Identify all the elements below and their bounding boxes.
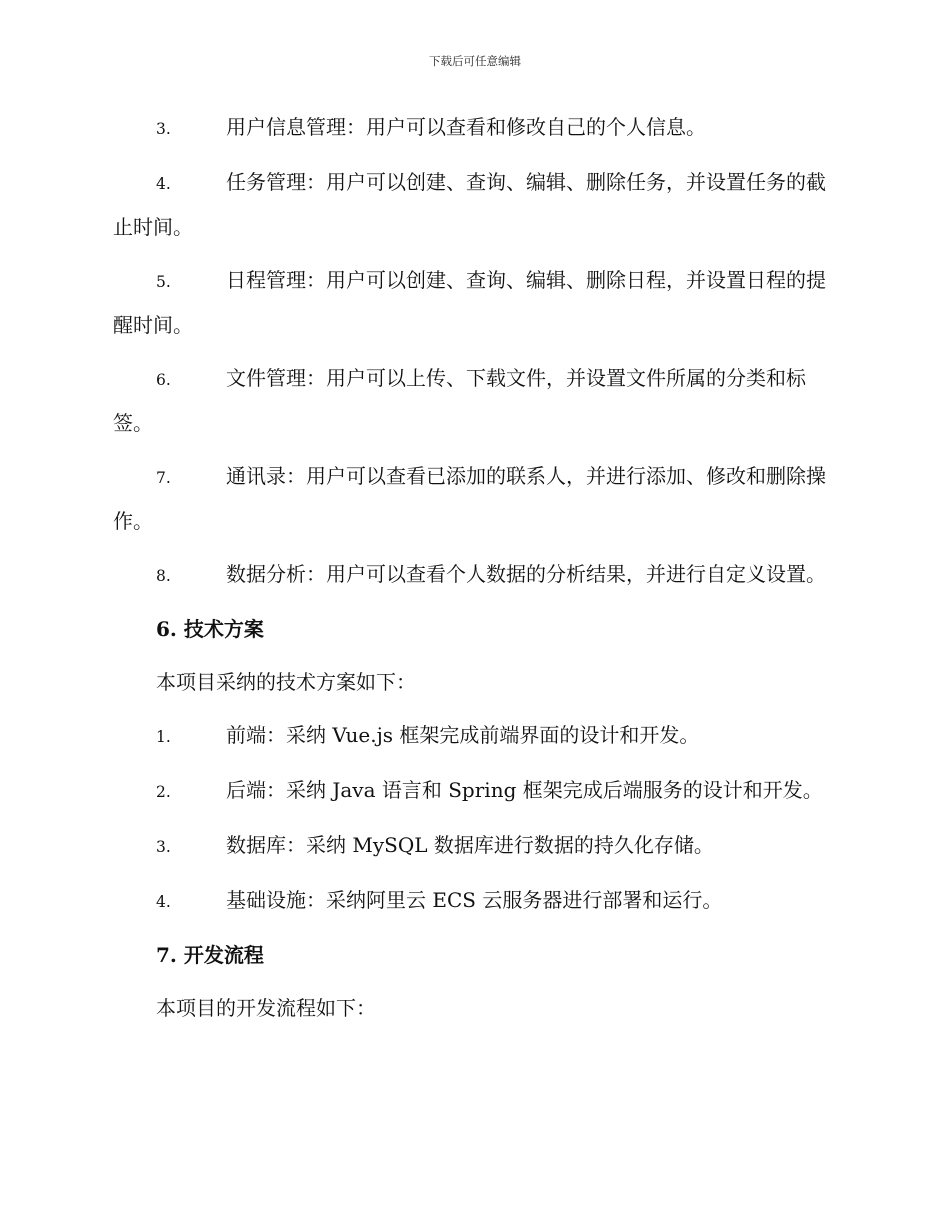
list-item-number: 6.	[156, 371, 171, 389]
list-item	[113, 106, 835, 151]
list-item-number: 2.	[156, 783, 171, 801]
list-item	[113, 769, 835, 814]
section-intro-tech: 本项目采纳的技术方案如下：	[156, 670, 416, 694]
section-heading-process: 7. 开发流程	[156, 943, 264, 967]
list-item-text: 前端：采纳 Vue.js 框架完成前端界面的设计和开发。	[226, 723, 700, 747]
list-item-text: 文件管理：用户可以上传、下载文件，并设置文件所属的分类和标签。	[113, 366, 806, 435]
section-intro-process: 本项目的开发流程如下：	[156, 996, 376, 1020]
list-item-number: 7.	[156, 469, 171, 487]
list-item-number: 4.	[156, 893, 171, 911]
list-item-number: 1.	[156, 728, 171, 746]
list-item-text: 基础设施：采纳阿里云 ECS 云服务器进行部署和运行。	[226, 888, 723, 912]
list-item-number: 3.	[156, 120, 171, 138]
list-item	[113, 714, 835, 759]
list-item	[113, 357, 835, 445]
section-heading-tech: 6. 技术方案	[156, 617, 264, 641]
list-item	[113, 879, 835, 924]
list-item	[113, 553, 835, 598]
list-item-number: 3.	[156, 838, 171, 856]
list-item-text: 任务管理：用户可以创建、查询、编辑、删除任务，并设置任务的截止时间。	[113, 170, 826, 239]
list-item-number: 4.	[156, 175, 171, 193]
list-item	[113, 455, 835, 543]
list-item-text: 通讯录：用户可以查看已添加的联系人，并进行添加、修改和删除操作。	[113, 464, 826, 533]
list-item-text: 后端：采纳 Java 语言和 Spring 框架完成后端服务的设计和开发。	[226, 778, 823, 802]
page-header: 下载后可任意编辑	[429, 54, 521, 68]
list-item	[113, 824, 835, 869]
list-item	[113, 161, 835, 249]
list-item-text: 数据分析：用户可以查看个人数据的分析结果，并进行自定义设置。	[226, 562, 826, 586]
document-body	[113, 106, 835, 1040]
list-item-number: 5.	[156, 273, 171, 291]
list-item-text: 数据库：采纳 MySQL 数据库进行数据的持久化存储。	[226, 833, 714, 857]
list-item-text: 日程管理：用户可以创建、查询、编辑、删除日程，并设置日程的提醒时间。	[113, 268, 826, 337]
list-item	[113, 259, 835, 347]
list-item-number: 8.	[156, 567, 171, 585]
list-item-text: 用户信息管理：用户可以查看和修改自己的个人信息。	[226, 115, 706, 139]
